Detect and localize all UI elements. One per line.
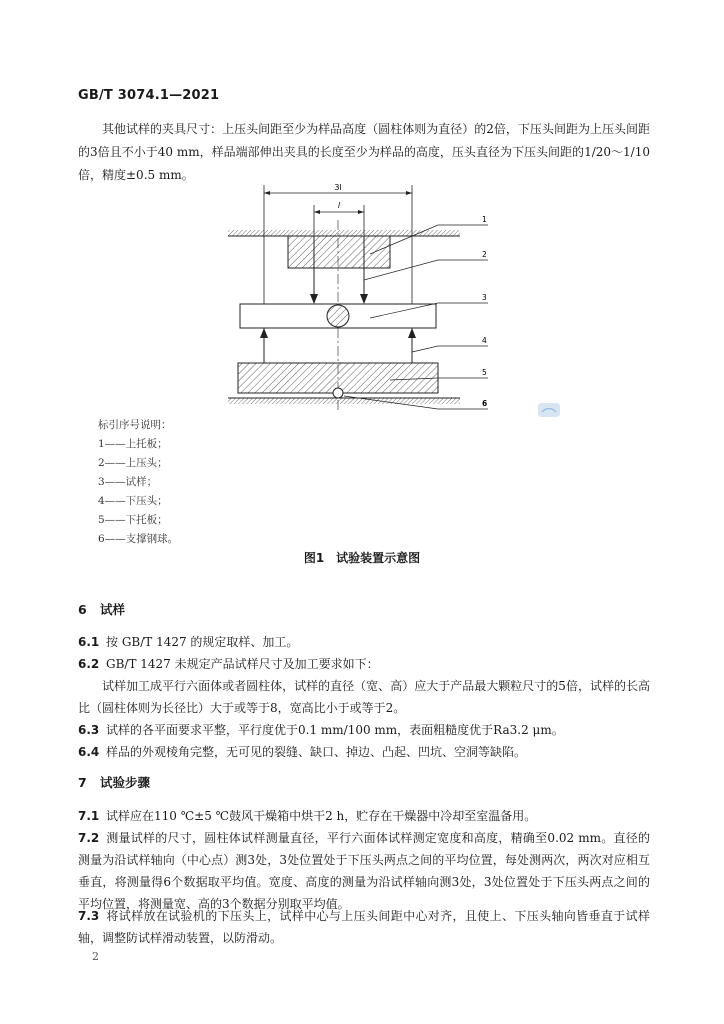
section-6-title: 试样: [100, 602, 126, 617]
callout-5: 5: [482, 368, 487, 377]
clause-number: 6.1: [78, 635, 100, 649]
clause-7-3: [78, 905, 650, 949]
callout-1: 1: [482, 215, 487, 224]
clause-text: 测量试样的尺寸，圆柱体试样测量直径，平行六面体试样测定宽度和高度，精确至0.02 mm。直径的测量为沿试样轴向（中心点）测3处，3处位置处于下压头两点之间的平均位置，每处测两次，两次对应相互垂直，将测量得6个数据取平均值。宽度、高度的测量为沿试样轴向测3处，3处位置处于下压头两点之间的平均位置，将测量宽、高的3个数据分别取平均值。: [78, 831, 650, 911]
dimension-l: [314, 201, 364, 235]
dimension-3l-label: 3l: [334, 183, 342, 192]
callout-2: 2: [482, 250, 487, 259]
specimen-cross-section: [327, 305, 349, 327]
bottom-frame: [228, 398, 460, 404]
section-7-number: 7: [78, 775, 87, 790]
clause-6-4: [78, 741, 650, 763]
figure-caption: 图1 试验装置示意图: [303, 551, 421, 565]
callout-6: 6: [482, 399, 488, 408]
callout-3: 3: [482, 293, 487, 302]
clause-number: 6.2: [78, 657, 100, 671]
clause-text: 按 GB/T 1427 的规定取样、加工。: [106, 635, 299, 649]
page-number: 2: [92, 950, 99, 963]
clause-number: 7.2: [78, 831, 100, 845]
clause-text: 试样的各平面要求平整，平行度优于0.1 mm/100 mm，表面粗糙度优于Ra3.2 μm。: [106, 723, 564, 737]
section-6-heading: [78, 600, 125, 618]
clause-6-2: [78, 653, 650, 675]
clause-number: 6.3: [78, 723, 100, 737]
legend-item-6: 6——支撑钢球。: [98, 533, 179, 545]
clause-7-1: [78, 805, 650, 827]
clause-text: 样品的外观棱角完整，无可见的裂缝、缺口、掉边、凸起、凹坑、空洞等缺陷。: [106, 745, 527, 759]
section-7-title: 试验步骤: [100, 775, 151, 790]
clause-number: 6.4: [78, 745, 100, 759]
legend-item-5: 5——下托板；: [98, 514, 168, 526]
standard-code-header: GB/T 3074.1—2021: [78, 88, 220, 103]
clause-number: 7.3: [78, 909, 100, 923]
test-apparatus-figure: [220, 180, 520, 415]
intro-paragraph: 其他试样的夹具尺寸：上压头间距至少为样品高度（圆柱体则为直径）的2倍，下压头间距为上压头间距的3倍且不小于40 mm，样品端部伸出夹具的长度至少为样品的高度，压头直径为下压头间距的1/20～1/10倍，精度±0.5 mm。: [78, 122, 650, 182]
watermark-logo: [538, 403, 560, 417]
legend-item-2: 2——上压头；: [98, 457, 168, 469]
clause-6-3: [78, 719, 650, 741]
legend-item-4: 4——下压头；: [98, 495, 168, 507]
legend-item-3: 3——试样；: [98, 476, 158, 488]
legend-item-1: 1——上托板；: [98, 438, 168, 450]
clause-6-1: [78, 631, 650, 653]
top-frame: [228, 230, 460, 236]
section-7-heading: [78, 773, 150, 791]
clause-6-2-body: 试样加工成平行六面体或者圆柱体，试样的直径（宽、高）应大于产品最大颗粒尺寸的5倍，试样的长高比（圆柱体则为长径比）大于或等于8，宽高比小于或等于2。: [78, 679, 650, 715]
dimension-l-label: l: [337, 201, 341, 210]
section-6-number: 6: [78, 602, 87, 617]
clause-text: 将试样放在试验机的下压头上，试样中心与上压头间距中心对齐，且使上、下压头轴向皆垂直于试样轴，调整防试样滑动装置，以防滑动。: [78, 909, 650, 945]
clause-7-2: [78, 827, 650, 915]
legend-title: 标引序号说明：: [98, 419, 172, 431]
support-ball: [333, 388, 343, 398]
clause-text: GB/T 1427 未规定产品试样尺寸及加工要求如下：: [106, 657, 379, 671]
callout-4: 4: [482, 336, 487, 345]
clause-number: 7.1: [78, 809, 100, 823]
clause-text: 试样应在110 ℃±5 ℃鼓风干燥箱中烘干2 h，贮存在干燥器中冷却至室温备用。: [106, 809, 537, 823]
